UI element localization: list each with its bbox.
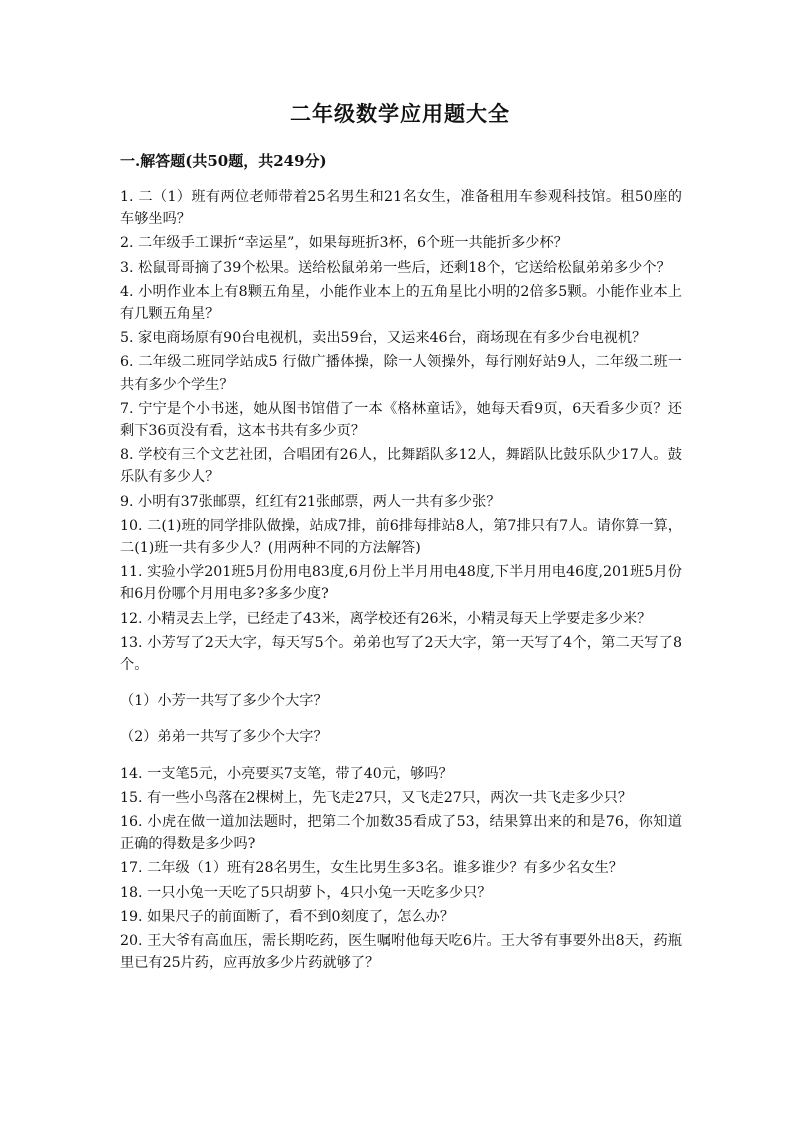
question-14: 14. 一支笔5元，小亮要买7支笔，带了40元，够吗？ [120,765,453,782]
page-title: 二年级数学应用题大全 [290,101,510,126]
question-1: 1. 二（1）班有两位老师带着25名男生和21名女生，准备租用车参观科技馆。租50座的车够坐吗？ [120,189,682,228]
subquestion-2: （2）弟弟一共写了多少个大字？ [120,729,328,746]
question-5: 5. 家电商场原有90台电视机，卖出59台，又运来46台，商场现在有多少台电视机？ [120,330,647,347]
question-20: 20. 王大爷有高血压，需长期吃药，医生嘱咐他每天吃6片。王大爷有事要外出8天，药瓶里已有25片药，应再放多少片药就够了？ [120,933,682,972]
question-12: 12. 小精灵去上学，已经走了43米，离学校还有26米，小精灵每天上学要走多少米？ [120,610,652,627]
question-17: 17. 二年级（1）班有28名男生，女生比男生多3名。谁多谁少？有多少名女生？ [120,860,623,877]
question-11: 11. 实验小学201班5月份用电83度,6月份上半月用电48度,下半月用电46度,201班5月份和6月份哪个月用电多?多多少度? [120,564,682,603]
question-3: 3. 松鼠哥哥摘了39个松果。送给松鼠弟弟一些后，还剩18个，它送给松鼠弟弟多少个？ [120,259,671,276]
question-19: 19. 如果尺子的前面断了，看不到0刻度了，怎么办？ [120,908,455,925]
question-9: 9. 小明有37张邮票，红红有21张邮票，两人一共有多少张？ [120,493,501,510]
subquestion-1: （1）小芳一共写了多少个大字？ [120,693,328,710]
question-6: 6. 二年级二班同学站成5 行做广播体操，除一人领操外，每行刚好站9人，二年级二班一共有多少个学生？ [120,354,682,393]
section-heading: 一.解答题(共50题，共249分) [120,152,327,170]
question-7: 7. 宁宁是个小书迷，她从图书馆借了一本《格林童话》，她每天看9页，6天看多少页？还剩下36页没有看，这本书共有多少页？ [120,400,682,440]
question-15: 15. 有一些小鸟落在2棵树上，先飞走27只，又飞走27只，两次一共飞走多少只？ [120,789,633,806]
question-16: 16. 小虎在做一道加法题时，把第二个加数35看成了53，结果算出来的和是76，你知道正确的得数是多少吗? [120,814,682,853]
question-4: 4. 小明作业本上有8颗五角星，小能作业本上的五角星比小明的2倍多5颗。小能作业本上有几颗五角星？ [120,283,682,323]
question-list [120,186,682,977]
question-13: 13. 小芳写了2天大字，每天写5个。弟弟也写了2天大字，第一天写了4个，第二天写了8个。 [120,634,682,674]
question-10: 10. 二(1)班的同学排队做操，站成7排，前6排每排站8人，第7排只有7人。请你算一算，二(1)班一共有多少人？(用两种不同的方法解答) [120,517,682,557]
question-2: 2. 二年级手工课折“幸运星”，如果每班折3杯，6个班一共能折多少杯？ [120,235,568,252]
question-8: 8. 学校有三个文艺社团，合唱团有26人，比舞蹈队多12人，舞蹈队比鼓乐队少17人。鼓乐队有多少人？ [120,447,682,486]
question-18: 18. 一只小兔一天吃了5只胡萝卜，4只小兔一天吃多少只？ [120,884,492,901]
